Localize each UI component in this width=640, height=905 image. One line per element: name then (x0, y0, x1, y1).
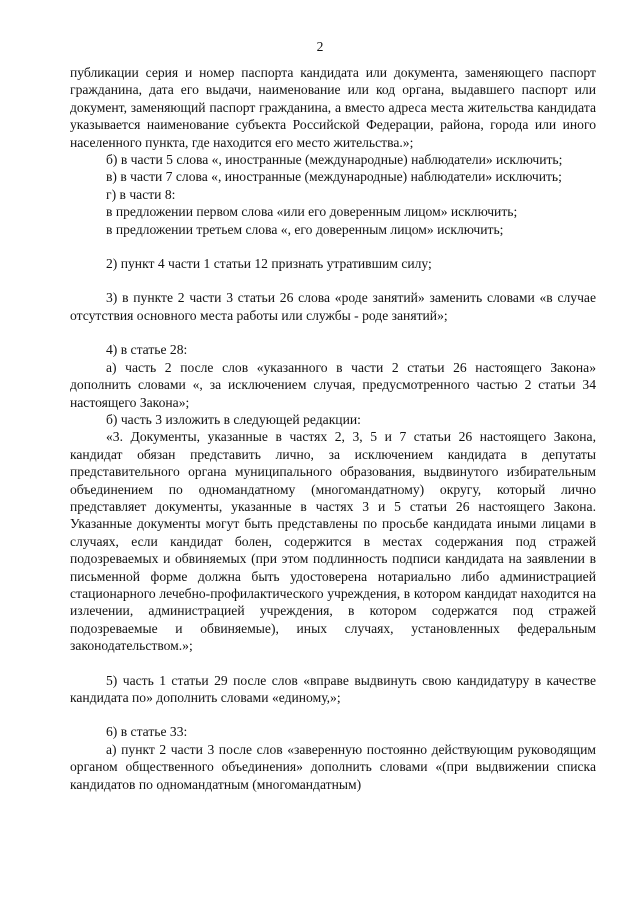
paragraph: 4) в статье 28: (106, 342, 188, 358)
paragraph: 6) в статье 33: (106, 724, 188, 740)
paragraph-spacer (70, 238, 596, 255)
paragraph: 5) часть 1 статьи 29 после слов «вправе выдвинуть свою кандидатуру в качестве кандидата по» дополнить словами «единому,»; (70, 672, 596, 705)
document-body (70, 64, 596, 793)
paragraph: 3) в пункте 2 части 3 статьи 26 слова «роде занятий» заменить словами «в случае отсутствия основного места работы или службы - роде занятий»; (70, 290, 596, 323)
paragraph: в предложении первом слова «или его доверенным лицом» исключить; (106, 204, 518, 220)
paragraph-spacer (70, 706, 596, 723)
paragraph-spacer (70, 272, 596, 289)
paragraph: 2) пункт 4 части 1 статьи 12 признать утратившим силу; (106, 256, 432, 272)
paragraph: а) часть 2 после слов «указанного в части 2 статьи 26 настоящего Закона» дополнить словами «, за исключением случая, предусмотренного частью 2 статьи 34 настоящего Закона»; (70, 359, 596, 410)
paragraph: в) в части 7 слова «, иностранные (международные) наблюдатели» исключить; (106, 169, 562, 185)
paragraph: в предложении третьем слова «, его доверенным лицом» исключить; (106, 221, 504, 237)
paragraph-spacer (70, 655, 596, 672)
paragraph: б) в части 5 слова «, иностранные (международные) наблюдатели» исключить; (106, 152, 563, 168)
paragraph: б) часть 3 изложить в следующей редакции: (106, 411, 361, 427)
paragraph: «3. Документы, указанные в частях 2, 3, 5 и 7 статьи 26 настоящего Закона, кандидат обязан представить лично, за исключением кандидата в депутаты представительного органа муниципального образования, выдвинутого избирательным объединением по одномандатному (многомандатному) округу, который лично представляет документы, указанные в частях 3 и 5 статьи 26 настоящего Закона. Указанные документы могут быть представлены по просьбе кандидата иными лицами в случаях, если кандидат болен, содержится в местах содержания под стражей подозреваемых и обвиняемых (при этом подлинность подписи кандидата на заявлении в письменной форме должна быть удостоверена нотариально либо администрацией стационарного лечебно-профилактического учреждения, в котором кандидат находится на излечении, администрацией учреждения, в котором содержатся под стражей подозреваемые и обвиняемые), иных случаях, установленных федеральным законодательством.»; (70, 429, 596, 654)
paragraph: г) в части 8: (106, 186, 176, 202)
paragraph-spacer (70, 324, 596, 341)
paragraph: а) пункт 2 части 3 после слов «заверенную постоянно действующим руководящим органом общественного объединения» дополнить словами «(при выдвижении списка кандидатов по одномандатным (многомандатным) (70, 741, 596, 792)
paragraph: публикации серия и номер паспорта кандидата или документа, заменяющего паспорт гражданина, дата его выдачи, наименование или код органа, выдавшего паспорт или документ, заменяющий паспорт гражданина, а вместо адреса места жительства кандидата указывается наименование субъекта Российской Федерации, района, города или иного населенного пункта, где находится его место жительства.»; (70, 65, 596, 150)
page-number: 2 (316, 39, 324, 54)
